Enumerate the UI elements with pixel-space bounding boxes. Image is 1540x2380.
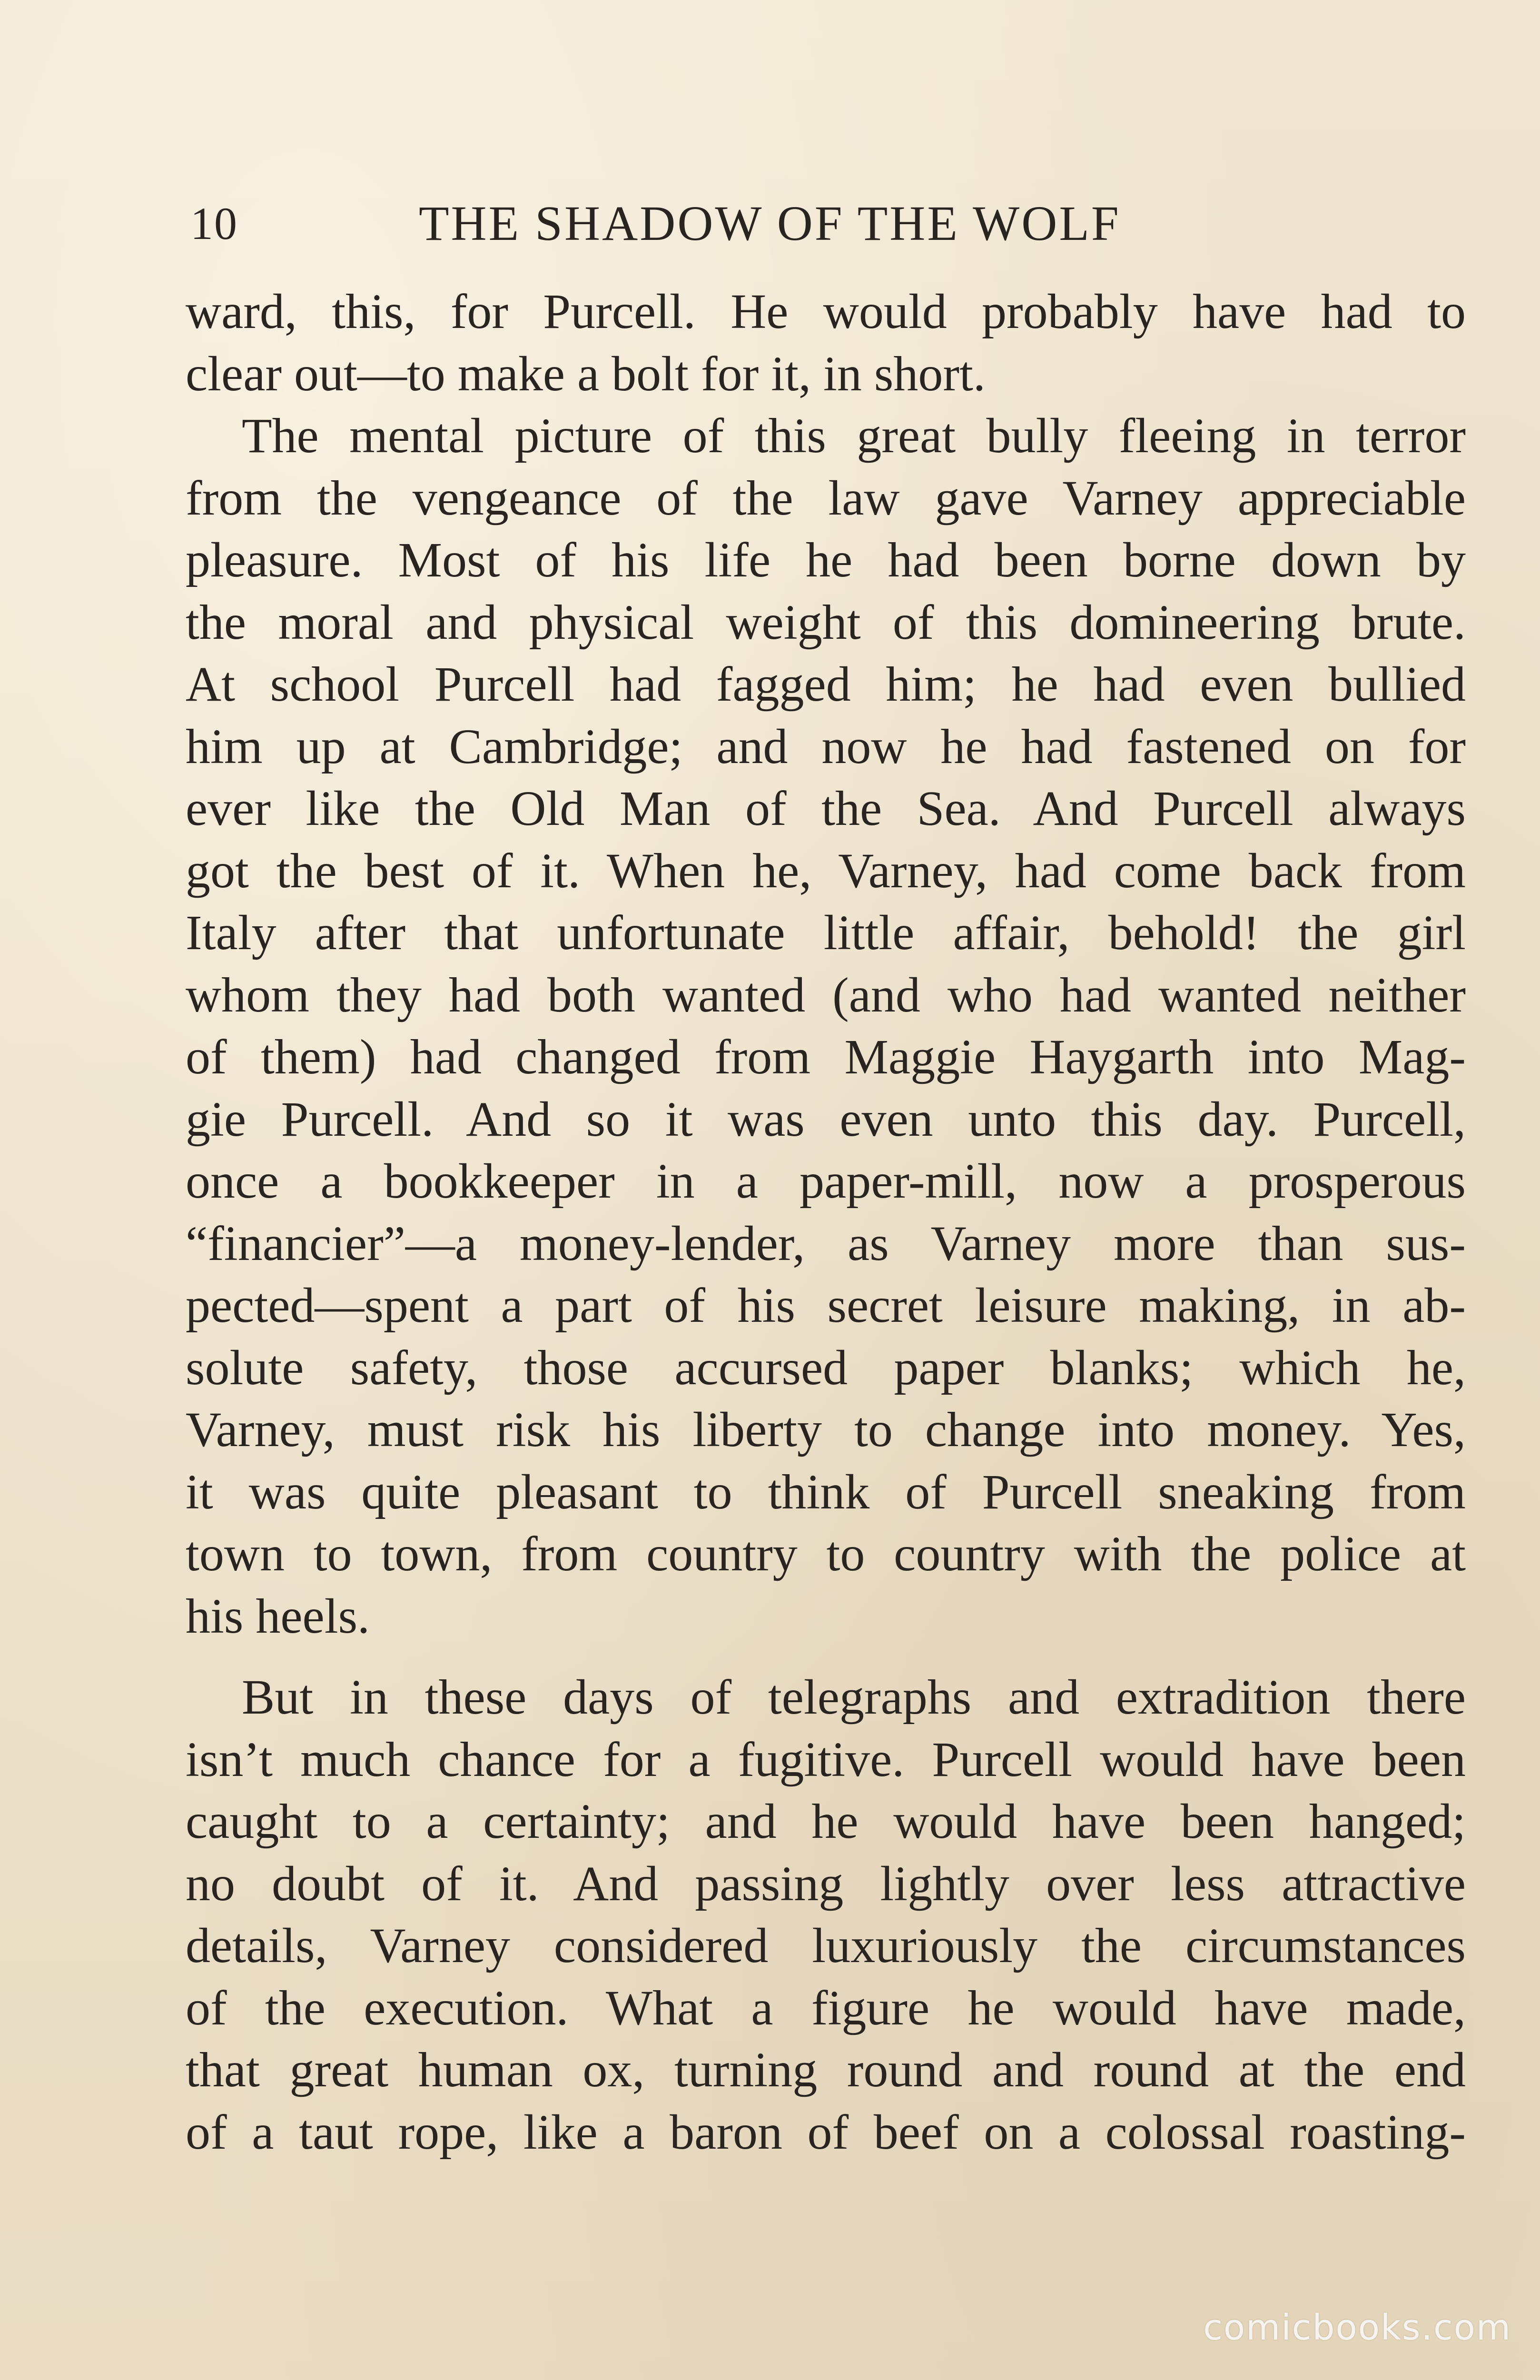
- text-line: of a taut rope, like a baron of beef on a colossal roasting-: [186, 2104, 1466, 2160]
- text-line: clear out—to make a bolt for it, in short.: [186, 346, 986, 401]
- text-line: Varney, must risk his liberty to change into money. Yes,: [186, 1402, 1466, 1457]
- text-line: The mental picture of this great bully fleeing in terror: [242, 408, 1466, 463]
- text-line: him up at Cambridge; and now he had fastened on for: [186, 719, 1466, 774]
- watermark: comicbooks.com: [1203, 2307, 1511, 2348]
- running-title: THE SHADOW OF THE WOLF: [419, 196, 1121, 251]
- paragraph-3: [186, 1666, 1466, 2163]
- text-line: isn’t much chance for a fugitive. Purcell would have been: [186, 1732, 1466, 1787]
- text-line: details, Varney considered luxuriously the circumstances: [186, 1918, 1466, 1973]
- text-line: that great human ox, turning round and round at the end: [186, 2043, 1466, 2097]
- text-line: ward, this, for Purcell. He would probably have had to: [186, 284, 1466, 339]
- text-line: of the execution. What a figure he would have made,: [186, 1980, 1466, 2035]
- page-number: 10: [190, 198, 238, 249]
- text-line: pected—spent a part of his secret leisure making, in ab-: [186, 1278, 1466, 1333]
- text-line: At school Purcell had fagged him; he had even bullied: [186, 657, 1466, 712]
- text-line: it was quite pleasant to think of Purcell sneaking from: [186, 1464, 1466, 1519]
- text-line: “financier”—a money-lender, as Varney more than sus-: [186, 1216, 1466, 1271]
- text-line: got the best of it. When he, Varney, had come back from: [186, 843, 1466, 898]
- text-line: of them) had changed from Maggie Haygarth into Mag-: [186, 1030, 1466, 1084]
- text-line: gie Purcell. And so it was even unto this day. Purcell,: [186, 1091, 1466, 1147]
- paragraph-2: [186, 405, 1466, 1647]
- text-line: no doubt of it. And passing lightly over less attractive: [186, 1856, 1466, 1911]
- text-line: the moral and physical weight of this domineering brute.: [186, 595, 1466, 650]
- text-line: But in these days of telegraphs and extradition there: [242, 1670, 1466, 1725]
- text-line: pleasure. Most of his life he had been borne down by: [186, 533, 1466, 587]
- text-line: once a bookkeeper in a paper-mill, now a prosperous: [186, 1154, 1466, 1209]
- running-head: [190, 188, 1456, 259]
- text-line: whom they had both wanted (and who had wanted neither: [186, 967, 1466, 1022]
- text-line: his heels.: [186, 1588, 370, 1644]
- text-line: caught to a certainty; and he would have been hanged;: [186, 1794, 1466, 1849]
- body-text: [186, 281, 1466, 2163]
- paragraph-1: [186, 281, 1466, 405]
- text-line: solute safety, those accursed paper blanks; which he,: [186, 1340, 1466, 1395]
- text-line: from the vengeance of the law gave Varney appreciable: [186, 470, 1466, 526]
- text-line: Italy after that unfortunate little affair, behold! the girl: [186, 905, 1466, 960]
- text-line: town to town, from country to country with the police at: [186, 1527, 1466, 1581]
- text-line: ever like the Old Man of the Sea. And Purcell always: [186, 781, 1466, 836]
